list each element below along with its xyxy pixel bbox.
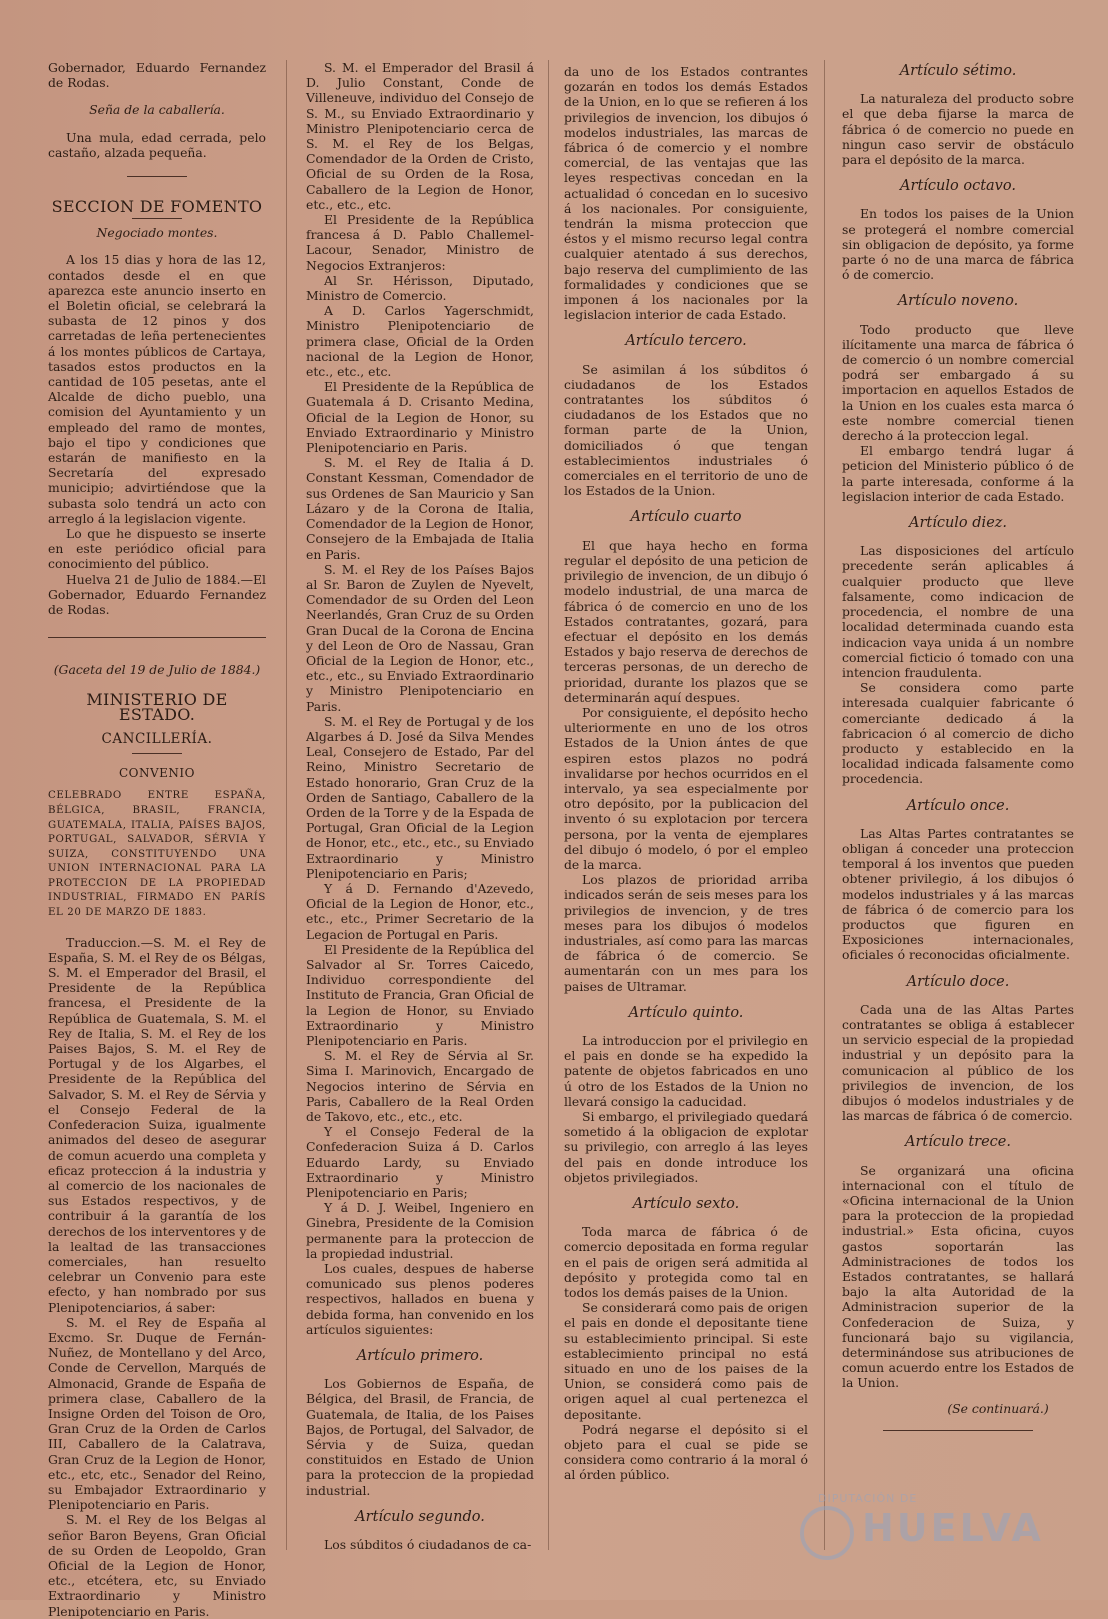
article-paragraph: Toda marca de fábrica ó de comercio depositada en forma regular en el pais de origen será admitida al depósito y protegida como tal en todos los demás paises de la Union. <box>564 1224 808 1301</box>
plenipotentiary-paragraph: A D. Carlos Yagerschmidt, Ministro Plenipotenciario de primera clase, Oficial de la Orden nacional de la Legion de Honor, etc., etc., etc. <box>306 303 534 380</box>
closing-signature: Gobernador, Eduardo Fernandez de Rodas. <box>48 60 266 91</box>
article-paragraph: Si embargo, el privilegiado quedará sometido á la obligacion de explotar su privilegio, con arreglo á las leyes del pais en donde introduce los objetos privilegiados. <box>564 1109 808 1185</box>
article-heading: Artículo primero. <box>356 1348 484 1365</box>
article-paragraph: Podrá negarse el depósito si el objeto para el cual se pide se considera como contrario á la moral ó al órden público. <box>564 1421 808 1483</box>
article-paragraph: La introduccion por el privilegio en el pais en donde se ha expedido la patente de objetos fabricados en uno ú otro de los Estados de la Union no llevará consigo la caducidad. <box>564 1032 808 1109</box>
article-heading: Artículo sétimo. <box>899 63 1017 79</box>
watermark-line1: DIPUTACIÓN DE <box>818 1492 918 1505</box>
plenipotentiary-paragraph: S. M. el Rey de los Belgas al señor Baron Beyens, Gran Oficial de su Orden de Leopoldo, Gran Oficial de la Legion de Honor, etc., etcétera, etc, su Enviado Extraordinario y Ministro Plenipotenciario en Paris. <box>48 1512 266 1619</box>
article-paragraph: La naturaleza del producto sobre el que deba fijarse la marca de fábrica ó de comercio no puede en ningun caso servir de obstáculo para el depósito de la marca. <box>842 91 1074 168</box>
column-divider <box>548 60 549 1550</box>
article-paragraph: Se organizará una oficina internacional con el título de «Oficina internacional de la Union para la proteccion de la propiedad industrial.» Esta oficina, cuyos gastos soportarán las Administraciones de todos los Estados contratantes, se hallará bajo la alta Autoridad de la Administracion superior de la Confederacion de Suiza, y funcionará bajo su vigilancia, determinándose sus atribuciones de comun acuerdo entre los Estados de la Union. <box>842 1162 1074 1391</box>
plenipotentiary-paragraph: S. M. el Rey de España al Excmo. Sr. Duque de Fernán-Nuñez, de Montellano y del Arco, Conde de Cervellon, Marqués de Almonacid, Grande de España de primera clase, Caballero de la Insigne Orden del Toison de Oro, Gran Cruz de la Orden de Carlos III, Caballero de la Calatrava, Gran Cruz de la Legion de Honor, etc., etc, etc., Senador del Reino, su Embajador Extraordinario y Plenipotenciario en Paris. <box>48 1314 266 1513</box>
plenipotentiary-paragraph: S. M. el Emperador del Brasil á D. Julio Constant, Conde de Villeneuve, individuo del Consejo de S. M., su Enviado Extraordinario y Ministro Plenipotenciario cerca de S. M. el Rey de los Belgas, Comendador de la Orden de Cristo, Oficial de su Orden de la Rosa, Caballero de la Legion de Honor, etc., etc., etc. <box>306 60 534 212</box>
article-heading: Artículo once. <box>906 797 1010 814</box>
traduccion-paragraph: Traduccion.—S. M. el Rey de España, S. M. el Rey de os Bélgas, S. M. el Emperador del Brasil, el Presidente de la República francesa, el Presidente de la República de Guatemala, S. M. el Rey de Italia, S. M. el Rey de los Paises Bajos, S. M. el Rey de Portugal y de los Algarbes, el Presidente de la República del Salvador, S. M. el Rey de Sérvia y el Consejo Federal de la Confederacion Suiza, igualmente animados del deseo de asegurar de comun acuerdo una completa y eficaz proteccion á la industria y al comercio de los nacionales de sus Estados respectivos, y de contribuir á la garantía de los derechos de los interventores y de la lealtad de las transacciones comerciales, han resuelto celebrar un Convenio para este efecto, y han nombrado por sus Plenipotenciarios, á saber: <box>48 934 266 1315</box>
article-paragraph: El embargo tendrá lugar á peticion del Ministerio público ó de la parte interesada, conforme á la legislacion interior de cada Estado. <box>842 443 1074 504</box>
anuncio-signature: Huelva 21 de Julio de 1884.—El Gobernador, Eduardo Fernandez de Rodas. <box>48 571 266 618</box>
article-heading: Artículo quinto. <box>628 1004 744 1021</box>
archive-watermark <box>800 1486 1060 1576</box>
article-paragraph: Los plazos de prioridad arriba indicados serán de seis meses para los privilegios de invencion, y de tres meses para los dibujos ó modelos industriales, así como para las marcas de fábrica ó de comercio. Se aumentarán con un mes para los paises de Ultramar. <box>564 872 808 994</box>
plenipotentiary-paragraph: S. M. el Rey de Portugal y de los Algarbes á D. José da Silva Mendes Leal, Consejero de Estado, Par del Reino, Ministro Secretario de Estado honorario, Gran Cruz de la Orden de Santiago, Caballero de la Orden de la Torre y de la Espada de Portugal, Gran Oficial de la Legion de Honor, etc., etc., etc., su Enviado Extraordinario y Ministro Plenipotenciario en Paris; <box>306 713 534 881</box>
anuncio-paragraph: Lo que he dispuesto se inserte en este periódico oficial para conocimiento del público. <box>48 526 266 572</box>
plenipotentiary-paragraph: El Presidente de la República del Salvador al Sr. Torres Caicedo, Individuo correspondiente del Instituto de Francia, Gran Oficial de la Legion de Honor, su Enviado Extraordinario y Ministro Plenipotenciario en Paris. <box>306 941 534 1048</box>
column-divider <box>286 60 287 1550</box>
section-title: SECCION DE FOMENTO <box>51 197 263 217</box>
article-heading: Artículo trece. <box>905 1134 1011 1151</box>
plenipotentiary-paragraph: El Presidente de la República de Guatemala á D. Crisanto Medina, Oficial de la Legion de Honor, su Enviado Extraordinario y Ministro Plenipotenciario en Paris. <box>306 379 534 456</box>
separator <box>132 753 182 754</box>
column-2 <box>306 60 534 1552</box>
article-paragraph: da uno de los Estados contrantes gozarán en todos los demás Estados de la Union, en lo que se refieren á los privilegios de invencion, los dibujos ó modelos industriales, las marcas de fábrica ó de comercio y el nombre comercial, de las ventajas que las leyes respectivas concedan en la actualidad ó concedan en lo sucesivo á los nacionales. Por consiguiente, tendrán la misma proteccion que éstos y el mismo recurso legal contra cualquier atentado á sus derechos, bajo reserva del cumplimiento de las formalidades y condiciones que se imponen á los nacionales por la legislacion interior de cada Estado. <box>564 64 808 323</box>
senia-heading: Seña de la caballería. <box>89 102 225 118</box>
article-paragraph: Se asimilan á los súbditos ó ciudadanos de los Estados contratantes los súbditos ó ciudadanos de los Estados que no forman parte de la Union, domiciliados ó que tengan establecimientos industriales ó comerciales en el territorio de uno de los Estados de la Union. <box>564 361 808 499</box>
plenipotentiary-paragraph: El Presidente de la República francesa á D. Pablo Challemel-Lacour, Senador, Ministro de Negocios Extranjeros: <box>306 212 534 273</box>
separator <box>132 218 182 219</box>
article-paragraph: Todo producto que lleve ilícitamente una marca de fábrica ó de comercio ó un nombre comercial podrá ser embargado á su importacion en aquellos Estados de la Union en los cuales esta marca ó este nombre comercial tienen derecho á la proteccion legal. <box>842 321 1074 444</box>
article-paragraph: Se considerará como pais de origen el pais en donde el depositante tiene su establecimiento principal. Si este establecimiento principal no está situado en uno de los paises de la Union, se considerá como pais de origen aquel al cual pertenezca el depositante. <box>564 1300 808 1422</box>
article-paragraph: Las disposiciones del artículo precedente serán aplicables á cualquier producto que lleve falsamente, como indicacion de procedencia, el nombre de una localidad determinada cuando esta indicacion vaya unida á un nombre comercial ficticio ó tomado con una intencion fraudulenta. <box>842 543 1074 680</box>
article-heading: Artículo segundo. <box>355 1508 485 1525</box>
article-heading: Artículo octavo. <box>900 178 1016 195</box>
article-paragraph: Los súbditos ó ciudadanos de ca- <box>324 1537 532 1553</box>
column-4 <box>842 60 1074 1431</box>
article-paragraph: Se considera como parte interesada cualquier fabricante ó comerciante dedicado á la fabricacion ó al comercio de dicho producto y establecido en la localidad indicada falsamente como procedencia. <box>842 680 1074 787</box>
separator <box>48 637 266 638</box>
seal-icon <box>800 1506 854 1560</box>
article-paragraph: Cada una de las Altas Partes contratantes se obliga á establecer un servicio especial de la propiedad industrial y un depósito para la comunicacion al público de los privilegios de invencion, de los dibujos ó modelos industriales y de las marcas de fábrica ó de comercio. <box>842 1001 1074 1124</box>
column-1 <box>48 60 266 1619</box>
negociado-heading: Negociado montes. <box>96 225 218 241</box>
ministerio-title: MINISTERIO DE ESTADO. <box>86 689 228 724</box>
column-divider <box>824 60 825 1550</box>
article-heading: Artículo tercero. <box>625 333 747 350</box>
plenipotentiary-paragraph: Y á D. Fernando d'Azevedo, Oficial de la Legion de Honor, etc., etc., etc., Primer Secretario de la Legacion de Portugal en Paris. <box>306 880 534 942</box>
article-heading: Artículo cuarto <box>630 509 742 526</box>
article-paragraph: Las Altas Partes contratantes se obligan á conceder una proteccion temporal á los inventos que pueden obtener privilegio, á los dibujos ó modelos industriales y á las marcas de fábrica ó de comercio para los productos que figuren en Exposiciones internacionales, oficiales ó reconocidas oficialmente. <box>842 825 1074 963</box>
article-heading: Artículo diez. <box>908 515 1008 532</box>
separator <box>883 1430 1033 1431</box>
plenipotentiary-paragraph: Y el Consejo Federal de la Confederacion Suiza á D. Carlos Eduardo Lardy, su Enviado Extraordinario y Ministro Plenipotenciario en Paris; <box>306 1124 534 1201</box>
plenipotentiary-paragraph: Y á D. J. Weibel, Ingeniero en Ginebra, Presidente de la Comision permanente para la proteccion de la propiedad industrial. <box>306 1200 534 1261</box>
article-heading: Artículo sexto. <box>632 1196 740 1213</box>
article-paragraph: En todos los paises de la Union se protegerá el nombre comercial sin obligacion de depósito, ya forme parte ó no de una marca de fábrica ó de comercio. <box>842 206 1074 283</box>
article-paragraph: Por consiguiente, el depósito hecho ulteriormente en uno de los otros Estados de la Union ántes de que espiren estos plazos no podrá invalidarse por hechos ocurridos en el intervalo, ya sea especialmente por otro depósito, por la publicacion del invento ó su explotacion por tercera persona, por la venta de ejemplares del dibujo ó modelo, ó por el empleo de la marca. <box>564 704 808 872</box>
gaceta-date: (Gaceta del 19 de Julio de 1884.) <box>53 662 261 678</box>
separator <box>127 176 187 177</box>
plenipotentiary-paragraph: S. M. el Rey de Italia á D. Constant Kessman, Comendador de sus Ordenes de San Mauricio y San Lázaro y de la Corona de Italia, Comendador de la Legion de Honor, Consejero de la Embajada de Italia en Paris. <box>306 455 534 562</box>
convenio-title: CONVENIO <box>118 766 196 781</box>
cancilleria-title: CANCILLERÍA. <box>101 730 213 747</box>
watermark-line2: HUELVA <box>862 1506 1044 1550</box>
article-heading: Artículo doce. <box>906 973 1010 990</box>
plenipotentiary-paragraph: S. M. el Rey de Sérvia al Sr. Sima I. Marinovich, Encargado de Negocios interino de Sérvia en Paris, Caballero de la Real Orden de Takovo, etc., etc., etc. <box>306 1048 534 1125</box>
plenipotentiary-paragraph: S. M. el Rey de los Países Bajos al Sr. Baron de Zuylen de Nyevelt, Comendador de su Orden del Leon Neerlandés, Gran Cruz de su Orden Gran Ducal de la Corona de Encina y del Leon de Oro de Nassau, Gran Oficial de la Legion de Honor, etc., etc., etc., su Enviado Extraordinario y Ministro Plenipotenciario en Paris. <box>306 561 534 714</box>
senia-text: Una mula, edad cerrada, pelo castaño, alzada pequeña. <box>48 129 266 160</box>
plenipotentiary-paragraph: Al Sr. Hérisson, Diputado, Ministro de Comercio. <box>306 272 534 304</box>
convenio-description: CELEBRADO ENTRE ESPAÑA, BÉLGICA, BRASIL, FRANCIA, GUATEMALA, ITALIA, PAÍSES BAJOS, PORTUGAL, SALVADOR, SÉRVIA Y SUIZA, CONSTITUYENDO UNA UNION INTERNACIONAL PARA LA PROTECCION DE LA PROPIEDAD INDUSTRIAL, FIRMADO EN PARÍS EL 20 DE MARZO DE 1883. <box>48 790 266 919</box>
article-heading: Artículo noveno. <box>897 293 1019 310</box>
article-paragraph: Los Gobiernos de España, de Bélgica, del Brasil, de Francia, de Guatemala, de Italia, de los Paises Bajos, de Portugal, del Salvador, de Sérvia y de Suiza, quedan constituidos en Estado de Union para la proteccion de la propiedad industrial. <box>306 1376 534 1498</box>
anuncio-paragraph: A los 15 dias y hora de las 12, contados desde el en que aparezca este anuncio inserto en el Boletin oficial, se celebrará la subasta de 12 pinos y dos carretadas de leña pertenecientes á los montes públicos de Cartaya, tasados estos productos en la cantidad de 105 pesetas, ante el Alcalde de dicho pueblo, una comision del Ayuntamiento y un empleado del ramo de montes, bajo el tipo y condiciones que estarán de manifiesto en la Secretaría del expresado municipio; advirtiéndose que la subasta solo tendrá un acto con arreglo á la legislacion vigente. <box>48 252 266 526</box>
column-3 <box>564 64 808 1483</box>
plenipotentiary-paragraph: Los cuales, despues de haberse comunicado sus plenos poderes respectivos, hallados en buena y debida forma, han convenido en los artículos siguientes: <box>306 1261 534 1337</box>
article-paragraph: El que haya hecho en forma regular el depósito de una peticion de privilegio de invencion, de un dibujo ó modelo industrial, de una marca de fábrica ó de comercio en uno de los Estados contratantes, gozará, para efectuar el depósito en los demás Estados y bajo reserva de derechos de terceras personas, de un derecho de prioridad, durante los plazos que se determinarán aquí despues. <box>564 537 808 705</box>
continuation-note: (Se continuará.) <box>947 1400 1049 1416</box>
